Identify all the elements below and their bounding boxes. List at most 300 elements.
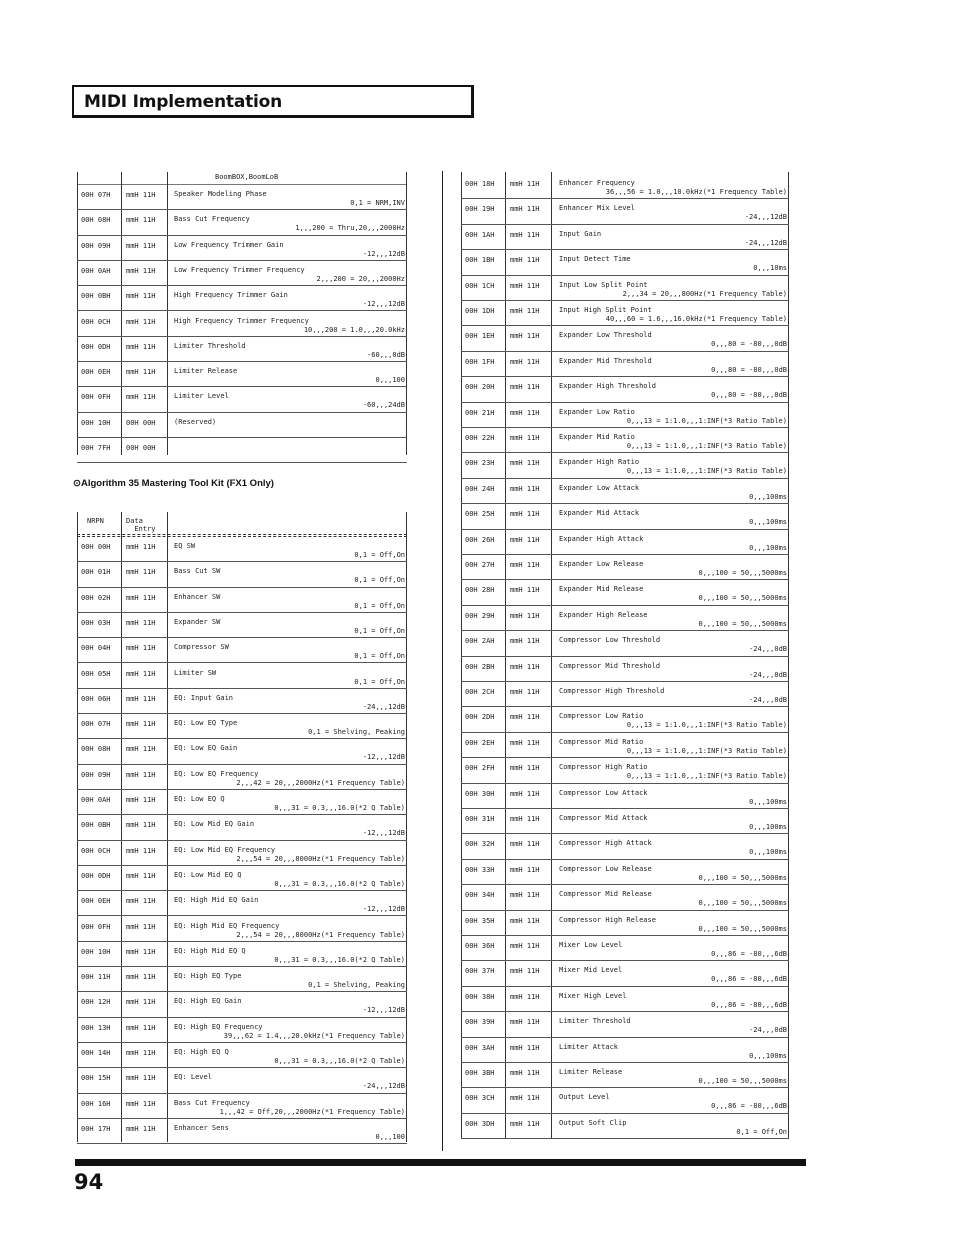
row-description: Compressor High Threshold: [559, 687, 665, 695]
table-row: [77, 917, 407, 942]
column-header-nrpn: NRPN: [87, 517, 104, 525]
footer-bar: [75, 1159, 806, 1166]
row-value-range: 1,,,200 = Thru,20,,,2000Hz: [295, 224, 405, 233]
row-description: Expander High Threshold: [559, 382, 656, 391]
row-description: Compressor Low Release: [559, 864, 652, 873]
table-row: [77, 562, 407, 587]
row-value-range: 0,,,100ms: [749, 518, 787, 527]
row-data-entry: mmH 11H: [126, 568, 156, 577]
row-description: EQ SW: [174, 542, 196, 550]
row-description: Compressor High Ratio: [559, 763, 648, 772]
row-description: EQ: Input Gain: [174, 693, 234, 702]
row-description: High Frequency Trimmer Gain: [174, 291, 288, 300]
row-data-entry: mmH 11H: [126, 947, 156, 956]
row-data-entry: mmH 11H: [510, 180, 540, 188]
table-row: [461, 276, 789, 301]
row-address: 00H 28H: [465, 586, 495, 595]
table-row: [77, 1018, 407, 1043]
row-value-range: 0,,,100 = 50,,,5000ms: [698, 594, 787, 603]
row-address: 00H 13H: [81, 1023, 111, 1032]
page-number: 94: [74, 1170, 104, 1194]
row-description: Output Level: [559, 1093, 610, 1102]
table-row: [461, 784, 789, 809]
table-header-note: BoomBOX,BoomLoB: [215, 173, 279, 181]
row-address: 00H 3DH: [465, 1119, 495, 1128]
row-description: EQ: High EQ Q: [174, 1048, 229, 1056]
row-address: 00H 22H: [465, 434, 495, 442]
row-value-range: 0,,,100ms: [749, 1051, 787, 1060]
row-address: 00H 26H: [465, 535, 495, 544]
table-row: [77, 312, 407, 337]
row-value-range: -12,,,12dB: [362, 300, 405, 309]
row-data-entry: mmH 11H: [510, 586, 540, 595]
row-address: 00H 0AH: [81, 796, 111, 804]
row-description: EQ: High EQ Type: [174, 972, 242, 981]
row-address: 00H 1BH: [465, 256, 495, 265]
table-row: [77, 613, 407, 638]
table-row: [461, 1088, 789, 1113]
row-description: Limiter Release: [174, 367, 238, 376]
row-data-entry: mmH 11H: [510, 535, 540, 544]
row-address: 00H 08H: [81, 216, 111, 225]
row-address: 00H 27H: [465, 561, 495, 569]
row-value-range: 0,1 = Off,On: [354, 601, 405, 610]
row-description: Compressor High Release: [559, 915, 656, 924]
row-address: 00H 38H: [465, 992, 495, 1001]
row-description: Expander SW: [174, 617, 221, 626]
row-value-range: -24,,,0dB: [749, 670, 787, 679]
table-row: [461, 657, 789, 682]
row-address: 00H 3BH: [465, 1069, 495, 1077]
row-address: 00H 04H: [81, 644, 111, 653]
row-data-entry: mmH 11H: [510, 1018, 540, 1027]
table-row: [77, 664, 407, 689]
row-description: Mixer Low Level: [559, 941, 623, 949]
row-address: 00H 08H: [81, 745, 111, 754]
table-row: [461, 1012, 789, 1037]
table-row: [461, 885, 789, 910]
row-description: Low Frequency Trimmer Frequency: [174, 265, 305, 274]
table-row: [461, 250, 789, 275]
row-value-range: 0,,,86 = -80,,,6dB: [711, 975, 787, 984]
row-data-entry: mmH 11H: [510, 408, 540, 417]
table-row: [77, 714, 407, 739]
row-description: Expander Mid Ratio: [559, 433, 635, 441]
parameter-table-left: [77, 512, 407, 1142]
table-row: [461, 911, 789, 936]
table-row: [77, 790, 407, 815]
row-value-range: 0,,,86 = -80,,,6dB: [711, 1102, 787, 1111]
row-value-range: -24,,,12dB: [744, 238, 787, 247]
row-description: Enhancer Sens: [174, 1123, 229, 1132]
row-description: Input Low Split Point: [559, 280, 648, 289]
row-value-range: -24,,,12dB: [362, 702, 405, 711]
row-address: 00H 19H: [465, 205, 495, 214]
section-title-box: [72, 85, 474, 118]
row-value-range: 0,,,13 = 1:1.0,,,1:INF(*3 Ratio Table): [626, 746, 787, 755]
row-address: 00H 1CH: [465, 281, 495, 290]
row-description: EQ: Low Mid EQ Q: [174, 870, 242, 879]
table-row: [77, 638, 407, 663]
table-row: [77, 261, 407, 286]
row-data-entry: mmH 11H: [510, 967, 540, 976]
row-address: 00H 0EH: [81, 897, 111, 906]
row-value-range: 0,,,100: [375, 376, 405, 385]
table-row: [77, 1043, 407, 1068]
table-row: [461, 936, 789, 961]
table-row: [461, 809, 789, 834]
table-row: [461, 453, 789, 478]
row-description: Limiter Release: [559, 1068, 623, 1076]
row-value-range: 0,,,13 = 1:1.0,,,1:INF(*3 Ratio Table): [626, 721, 787, 730]
row-data-entry: mmH 11H: [510, 992, 540, 1001]
row-address: 00H 07H: [81, 720, 111, 729]
row-data-entry: mmH 11H: [510, 662, 540, 671]
row-description: Limiter Level: [174, 392, 229, 401]
row-address: 00H 16H: [81, 1099, 111, 1108]
row-data-entry: mmH 11H: [510, 281, 540, 290]
row-address: 00H 18H: [465, 180, 495, 188]
row-data-entry: mmH 11H: [126, 216, 156, 225]
row-address: 00H 30H: [465, 789, 495, 798]
table-row: [461, 1038, 789, 1063]
column-divider: [442, 171, 443, 1151]
row-address: 00H 2FH: [465, 764, 495, 773]
table-row: [461, 1114, 789, 1139]
row-address: 00H 3AH: [465, 1043, 495, 1052]
row-value-range: 0,,,100 = 50,,,5000ms: [698, 873, 787, 882]
table-row: [461, 352, 789, 377]
row-description: Expander Low Threshold: [559, 331, 652, 340]
row-value-range: -24,,,12dB: [362, 1082, 405, 1091]
row-address: 00H 10H: [81, 418, 111, 427]
row-address: 00H 06H: [81, 694, 111, 703]
row-description: Expander High Attack: [559, 534, 644, 543]
row-description: EQ: High EQ Gain: [174, 997, 242, 1006]
row-address: 00H 39H: [465, 1018, 495, 1027]
row-value-range: 0,1 = Off,On: [736, 1127, 787, 1136]
row-data-entry: mmH 11H: [510, 916, 540, 925]
row-data-entry: mmH 11H: [126, 342, 156, 351]
table-row: [461, 961, 789, 986]
row-address: 00H 07H: [81, 191, 111, 199]
row-data-entry: mmH 11H: [510, 891, 540, 900]
row-data-entry: mmH 11H: [126, 1049, 156, 1057]
row-address: 00H 17H: [81, 1124, 111, 1133]
row-description: Compressor Low Threshold: [559, 636, 661, 645]
row-description: Expander High Release: [559, 610, 648, 619]
table-row: [77, 286, 407, 311]
row-address: 00H 23H: [465, 459, 495, 468]
row-data-entry: mmH 11H: [126, 745, 156, 754]
row-data-entry: mmH 11H: [126, 191, 156, 199]
row-description: EQ: Low EQ Type: [174, 719, 238, 728]
row-address: 00H 0CH: [81, 846, 111, 855]
table-row: [77, 891, 407, 916]
row-data-entry: mmH 11H: [510, 1043, 540, 1052]
row-description: Expander Low Ratio: [559, 407, 635, 416]
row-value-range: 0,1 = Off,On: [354, 652, 405, 661]
row-data-entry: mmH 11H: [510, 307, 540, 315]
table-row: [461, 987, 789, 1012]
row-value-range: -12,,,12dB: [362, 1006, 405, 1015]
row-data-entry: mmH 11H: [510, 738, 540, 747]
row-data-entry: mmH 11H: [510, 561, 540, 569]
row-data-entry: mmH 11H: [510, 459, 540, 468]
row-value-range: 0,,,100 = 50,,,5000ms: [698, 1077, 787, 1085]
row-description: Compressor Mid Release: [559, 890, 652, 899]
row-description: Compressor Mid Ratio: [559, 737, 644, 746]
row-data-entry: mmH 11H: [510, 789, 540, 798]
table-row: [461, 225, 789, 250]
row-description: Speaker Modeling Phase: [174, 190, 267, 198]
row-data-entry: mmH 11H: [510, 510, 540, 519]
row-value-range: 0,,,100ms: [749, 823, 787, 831]
row-data-entry: mmH 11H: [510, 1094, 540, 1103]
table-row: [77, 1068, 407, 1093]
row-value-range: 2,,,54 = 20,,,8000Hz(*1 Frequency Table): [236, 930, 405, 939]
row-address: 00H 0AH: [81, 266, 111, 275]
page-title: MIDI Implementation: [84, 92, 283, 112]
row-description: Input Detect Time: [559, 255, 631, 264]
table-row: [461, 1063, 789, 1088]
row-address: 00H 2BH: [465, 662, 495, 671]
row-address: 00H 03H: [81, 618, 111, 627]
row-value-range: 0,1 = NRM,INV: [350, 199, 405, 207]
row-value-range: -60,,,24dB: [362, 401, 405, 410]
table-row: [461, 479, 789, 504]
row-value-range: 0,,,13 = 1:1.0,,,1:INF(*3 Ratio Table): [626, 772, 787, 781]
table-row: [77, 841, 407, 866]
row-description: EQ: Low EQ Gain: [174, 744, 238, 753]
table-row: [461, 834, 789, 859]
row-description: EQ: Low Mid EQ Gain: [174, 820, 255, 829]
row-address: 00H 35H: [465, 916, 495, 925]
row-value-range: 0,,,31 = 0.3,,,16.0(*2 Q Table): [274, 955, 405, 964]
row-description: Enhancer Frequency: [559, 179, 635, 187]
table-row: [461, 733, 789, 758]
table-row: [461, 555, 789, 580]
row-value-range: -12,,,12dB: [362, 829, 405, 838]
row-address: 00H 7FH: [81, 444, 111, 452]
row-data-entry: mmH 11H: [126, 644, 156, 653]
row-data-entry: 00H 00H: [126, 418, 156, 427]
row-value-range: -12,,,12dB: [362, 249, 405, 258]
row-data-entry: mmH 11H: [510, 764, 540, 773]
row-value-range: 0,,,100 = 50,,,5000ms: [698, 619, 787, 628]
row-description: Expander Mid Release: [559, 585, 644, 594]
row-address: 00H 36H: [465, 942, 495, 950]
row-value-range: 0,,,100ms: [749, 492, 787, 501]
row-data-entry: mmH 11H: [510, 434, 540, 442]
row-data-entry: mmH 11H: [126, 618, 156, 627]
table-row: [77, 815, 407, 840]
row-data-entry: mmH 11H: [510, 688, 540, 696]
row-data-entry: mmH 11H: [126, 922, 156, 931]
table-row: [77, 1119, 407, 1144]
row-description: Output Soft Clip: [559, 1118, 627, 1127]
row-description: Compressor Low Ratio: [559, 712, 644, 721]
row-address: 00H 0FH: [81, 393, 111, 402]
table-row: [461, 758, 789, 783]
row-address: 00H 01H: [81, 568, 111, 577]
row-data-entry: mmH 11H: [126, 1124, 156, 1133]
row-description: EQ: High Mid EQ Frequency: [174, 921, 280, 930]
row-address: 00H 0BH: [81, 292, 111, 301]
row-value-range: 36,,,56 = 1.0,,,10.0kHz(*1 Frequency Table): [605, 188, 787, 196]
row-description: Bass Cut SW: [174, 567, 221, 576]
row-data-entry: mmH 11H: [510, 611, 540, 620]
row-description: Input High Split Point: [559, 306, 652, 314]
row-address: 00H 20H: [465, 383, 495, 392]
row-data-entry: mmH 11H: [126, 770, 156, 779]
row-data-entry: mmH 11H: [510, 357, 540, 366]
row-value-range: 0,1 = Off,On: [354, 677, 405, 686]
row-value-range: 0,,,31 = 0.3,,,16.0(*2 Q Table): [274, 804, 405, 812]
row-data-entry: mmH 11H: [126, 292, 156, 301]
row-description: Compressor Mid Threshold: [559, 661, 661, 670]
row-value-range: 0,,,86 = -80,,,6dB: [711, 1000, 787, 1009]
row-value-range: 0,,,80 = -80,,,0dB: [711, 365, 787, 374]
table-row: [77, 1094, 407, 1119]
row-data-entry: mmH 11H: [510, 383, 540, 392]
row-description: Enhancer Mix Level: [559, 204, 635, 213]
row-address: 00H 00H: [81, 543, 111, 551]
row-description: Expander Mid Attack: [559, 509, 640, 518]
row-address: 00H 2DH: [465, 713, 495, 722]
row-value-range: -24,,,0dB: [749, 1026, 787, 1035]
row-address: 00H 25H: [465, 510, 495, 519]
row-description: EQ: Low Mid EQ Frequency: [174, 845, 276, 854]
table-row: [77, 739, 407, 764]
row-description: Bass Cut Frequency: [174, 1098, 250, 1107]
row-data-entry: mmH 11H: [126, 241, 156, 250]
row-value-range: 1,,,42 = Off,20,,,2000Hz(*1 Frequency Table): [219, 1107, 405, 1116]
row-address: 00H 1FH: [465, 357, 495, 366]
row-data-entry: mmH 11H: [126, 821, 156, 830]
row-value-range: 0,,,80 = -80,,,0dB: [711, 340, 787, 349]
row-value-range: 0,,,100 = 50,,,5000ms: [698, 569, 787, 577]
row-address: 00H 0BH: [81, 821, 111, 830]
table-row: [461, 530, 789, 555]
row-description: Low Frequency Trimmer Gain: [174, 240, 284, 249]
row-value-range: 10,,,200 = 1.0,,,20.0kHz: [303, 325, 405, 334]
row-address: 00H 09H: [81, 770, 111, 779]
table-row: [77, 967, 407, 992]
table-row: [461, 860, 789, 885]
table-row: [461, 301, 789, 326]
row-data-entry: mmH 11H: [510, 256, 540, 265]
row-address: 00H 2CH: [465, 688, 495, 696]
row-address: 00H 32H: [465, 840, 495, 849]
row-value-range: 0,,,10ms: [753, 264, 787, 273]
row-value-range: 0,,,80 = -80,,,0dB: [711, 391, 787, 400]
row-address: 00H 29H: [465, 611, 495, 620]
row-description: Compressor Mid Attack: [559, 814, 648, 822]
row-value-range: 2,,,200 = 20,,,2000Hz: [316, 274, 405, 283]
row-data-entry: mmH 11H: [126, 998, 156, 1007]
row-description: Compressor High Attack: [559, 839, 652, 848]
row-address: 00H 0DH: [81, 871, 111, 880]
row-description: Bass Cut Frequency: [174, 215, 250, 224]
table-row: [77, 588, 407, 613]
row-description: Limiter Threshold: [559, 1017, 631, 1026]
row-address: 00H 15H: [81, 1074, 111, 1083]
row-description: Limiter Attack: [559, 1042, 619, 1051]
row-data-entry: mmH 11H: [510, 840, 540, 849]
row-description: Limiter Threshold: [174, 341, 246, 350]
row-value-range: 0,,,100 = 50,,,5000ms: [698, 924, 787, 933]
row-data-entry: mmH 11H: [510, 815, 540, 823]
row-data-entry: mmH 11H: [126, 1099, 156, 1108]
row-address: 00H 1AH: [465, 230, 495, 239]
table-row: [77, 236, 407, 261]
row-value-range: 0,,,100ms: [749, 848, 787, 857]
table-row: [461, 403, 789, 428]
table-row: [77, 413, 407, 438]
row-address: 00H 24H: [465, 484, 495, 493]
row-address: 00H 1DH: [465, 307, 495, 315]
row-value-range: -60,,,0dB: [367, 350, 405, 359]
row-address: 00H 31H: [465, 815, 495, 823]
row-value-range: -12,,,12dB: [362, 905, 405, 914]
table-row: [77, 387, 407, 412]
row-value-range: -12,,,12dB: [362, 753, 405, 762]
row-address: 00H 33H: [465, 865, 495, 874]
section-heading: ⊙Algorithm 35 Mastering Tool Kit (FX1 Only): [73, 478, 274, 489]
table-row: [77, 866, 407, 891]
row-value-range: 0,,,100 = 50,,,5000ms: [698, 899, 787, 908]
row-value-range: 0,,,86 = -80,,,6dB: [711, 950, 787, 958]
row-data-entry: mmH 11H: [510, 1119, 540, 1128]
row-value-range: 39,,,62 = 1.4,,,20.0kHz(*1 Frequency Table): [223, 1031, 405, 1040]
row-description: EQ: High Mid EQ Q: [174, 946, 246, 955]
row-data-entry: mmH 11H: [126, 897, 156, 906]
row-value-range: 0,,,100ms: [749, 797, 787, 806]
row-data-entry: mmH 11H: [126, 317, 156, 326]
row-address: 00H 2EH: [465, 738, 495, 747]
row-data-entry: mmH 11H: [510, 865, 540, 874]
row-description: Compressor Low Attack: [559, 788, 648, 797]
row-address: 00H 37H: [465, 967, 495, 976]
row-description: Expander High Ratio: [559, 458, 640, 467]
row-description: Mixer High Level: [559, 991, 627, 1000]
row-data-entry: mmH 11H: [510, 1069, 540, 1077]
table-row: [77, 185, 407, 210]
row-address: 00H 2AH: [465, 637, 495, 646]
row-data-entry: mmH 11H: [126, 669, 156, 678]
row-address: 00H 21H: [465, 408, 495, 417]
row-description: Expander Low Attack: [559, 483, 640, 492]
row-description: Mixer Mid Level: [559, 966, 623, 975]
table-row: [461, 682, 789, 707]
row-value-range: 0,1 = Shelving, Peaking: [308, 728, 405, 737]
row-data-entry: mmH 11H: [126, 593, 156, 602]
row-value-range: -24,,,0dB: [749, 696, 787, 704]
row-address: 00H 11H: [81, 973, 111, 982]
row-address: 00H 14H: [81, 1049, 111, 1057]
table-row: [77, 537, 407, 562]
row-value-range: 0,,,31 = 0.3,,,16.0(*2 Q Table): [274, 1057, 405, 1065]
row-value-range: 0,1 = Shelving, Peaking: [308, 981, 405, 990]
row-value-range: 40,,,60 = 1.6,,,16.0kHz(*1 Frequency Table): [605, 315, 787, 323]
row-value-range: 2,,,54 = 20,,,8000Hz(*1 Frequency Table): [236, 854, 405, 863]
row-description: Expander Low Release: [559, 560, 644, 568]
table-row: [77, 438, 407, 463]
row-data-entry: mmH 11H: [510, 230, 540, 239]
row-address: 00H 1EH: [465, 332, 495, 341]
column-header-data-entry: Data Entry: [126, 517, 156, 533]
